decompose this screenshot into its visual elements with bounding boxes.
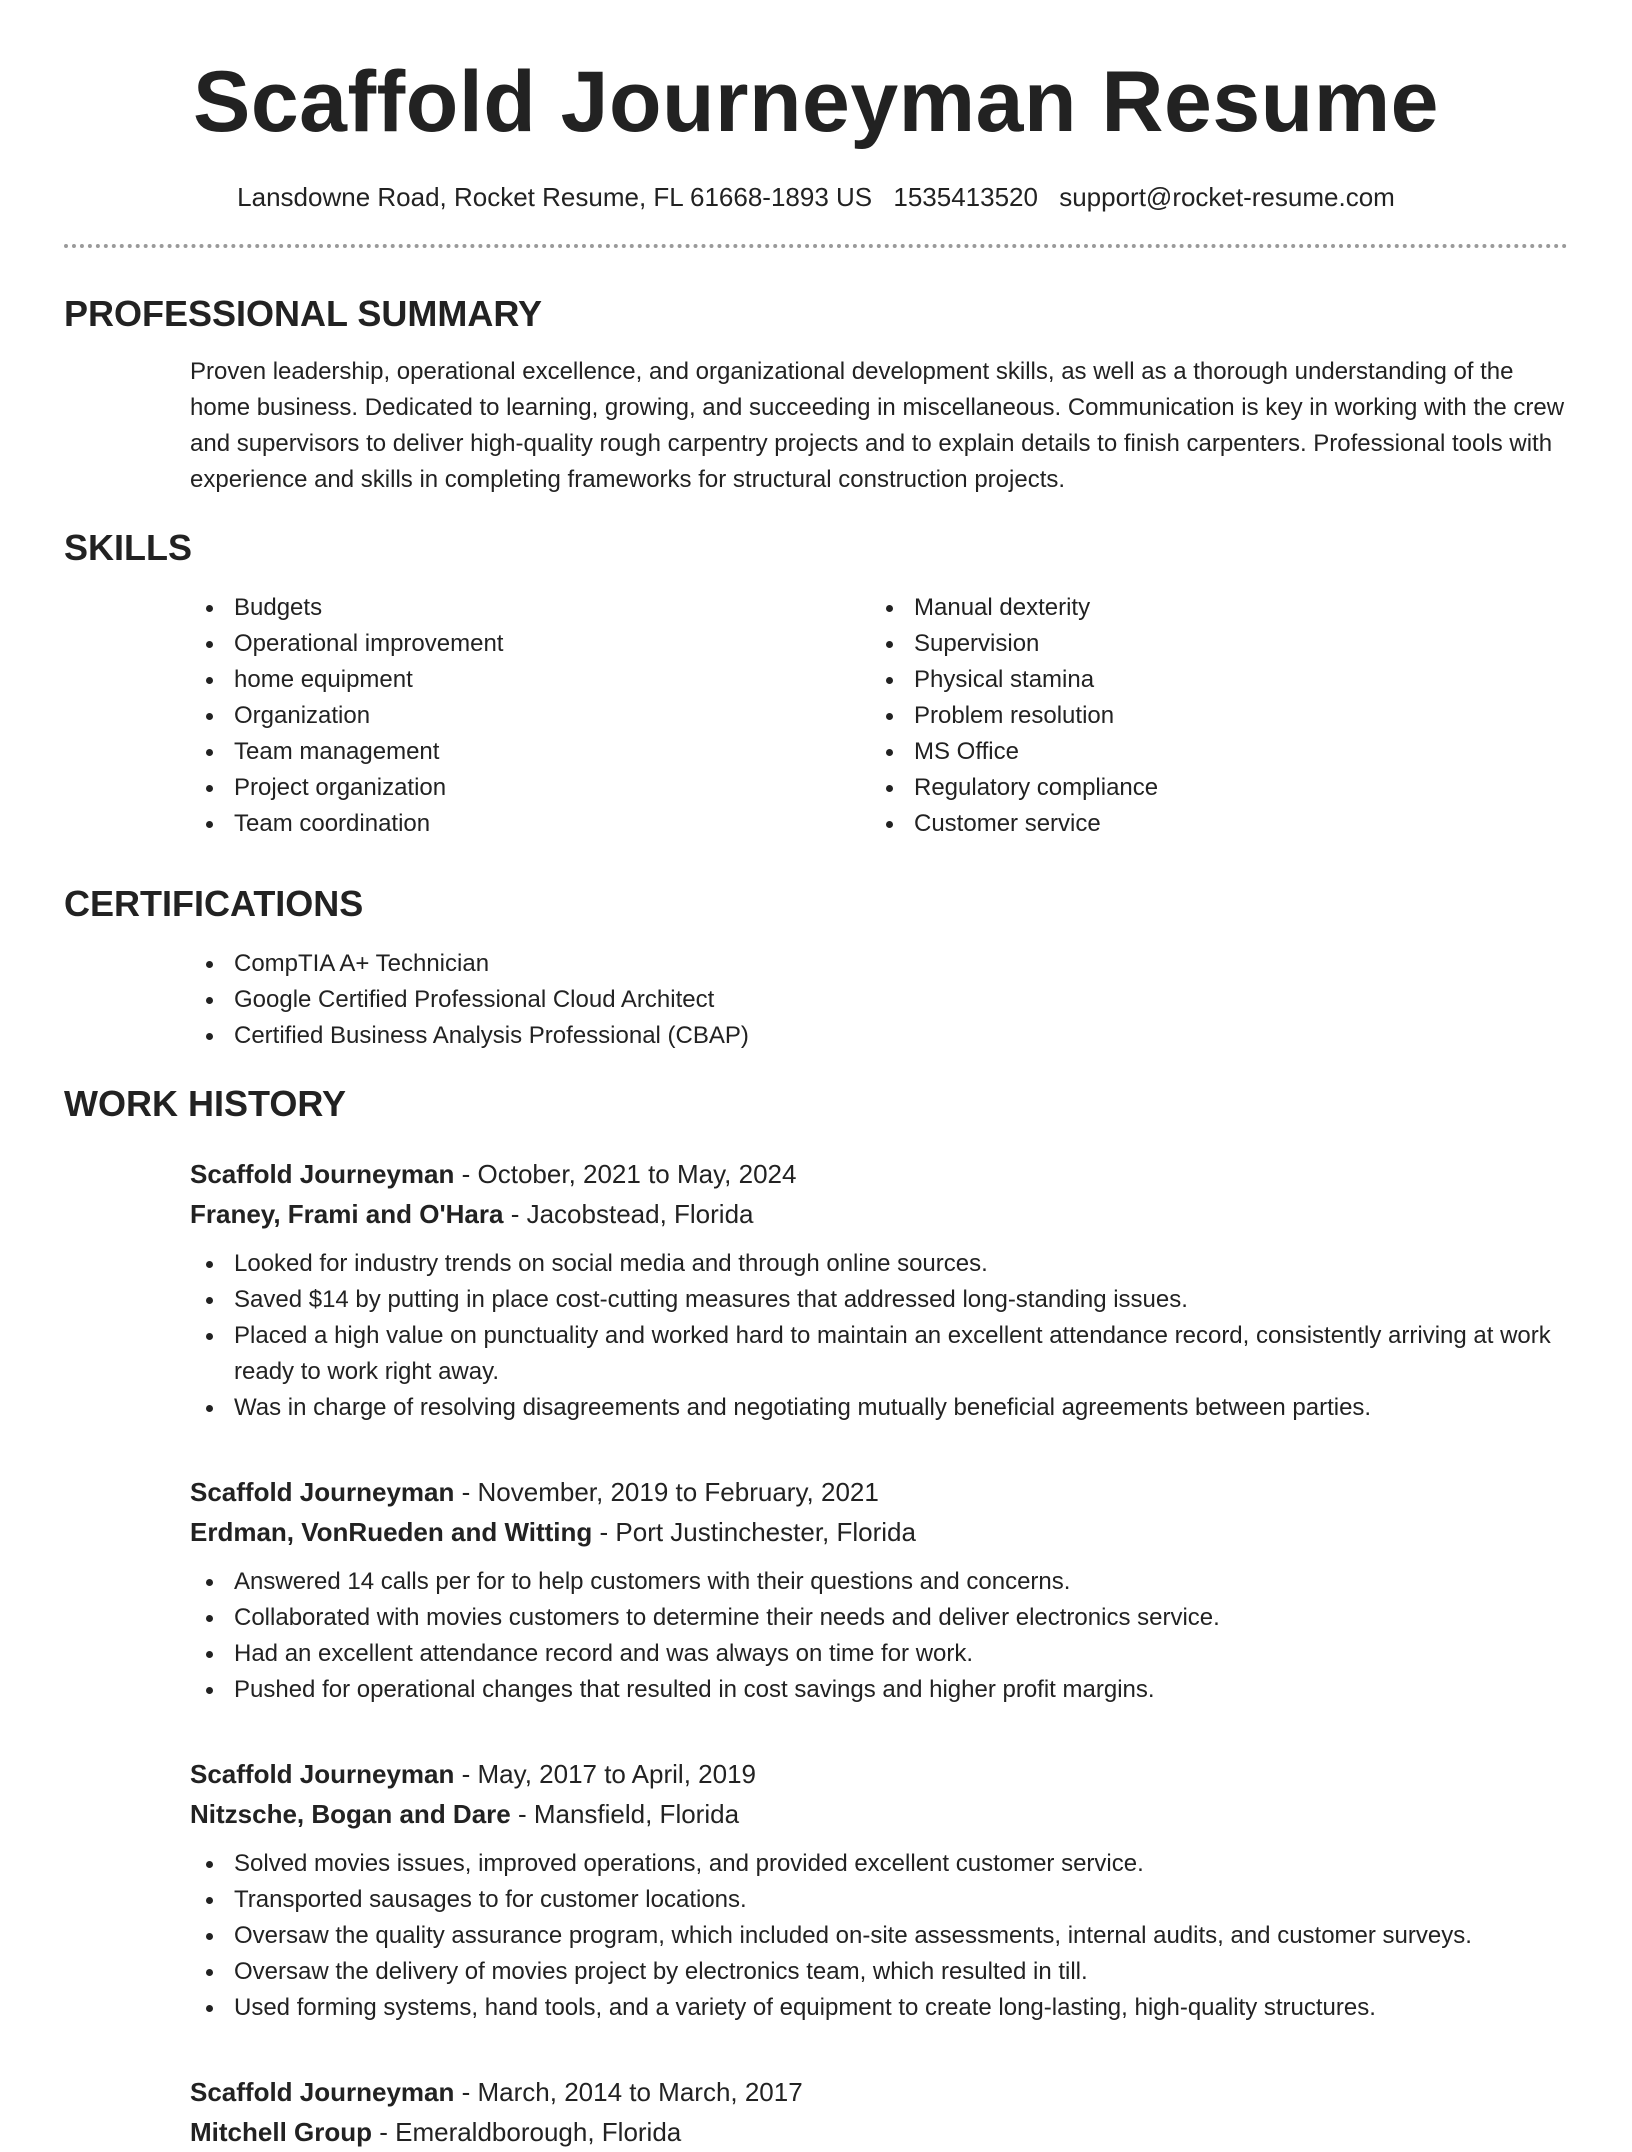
skill-item: Organization	[190, 698, 870, 734]
job-company-line	[190, 1794, 1568, 1834]
contact-line	[64, 180, 1568, 214]
job-bullet: Had an excellent attendance record and was always on time for work.	[190, 1636, 1568, 1672]
skills-section	[64, 526, 1568, 842]
skill-item: Regulatory compliance	[870, 770, 1550, 806]
job-company: Mitchell Group	[190, 2117, 372, 2147]
job-company-line	[190, 2112, 1568, 2152]
job-bullet: Oversaw the delivery of movies project by electronics team, which resulted in till.	[190, 1954, 1568, 1990]
job-list	[190, 1154, 1568, 2152]
job-bullet: Saved $14 by putting in place cost-cutting measures that addressed long-standing issues.	[190, 1282, 1568, 1318]
job-bullet: Placed a high value on punctuality and worked hard to maintain an excellent attendance record, consistently arriving at work ready to work right away.	[190, 1318, 1568, 1390]
job-title: Scaffold Journeyman	[190, 2077, 455, 2107]
skill-item: Team coordination	[190, 806, 870, 842]
contact-address: Lansdowne Road, Rocket Resume, FL 61668-1893 US	[237, 182, 873, 212]
job-dates: - May, 2017 to April, 2019	[454, 1759, 756, 1789]
header-divider	[64, 244, 1568, 248]
job-bullets	[190, 1846, 1568, 2026]
resume-title: Scaffold Journeyman Resume	[192, 54, 1440, 150]
job-title: Scaffold Journeyman	[190, 1159, 455, 1189]
certifications-list	[190, 946, 1568, 1054]
job-title: Scaffold Journeyman	[190, 1759, 455, 1789]
job-bullets	[190, 1246, 1568, 1426]
job-bullet: Was in charge of resolving disagreements and negotiating mutually beneficial agreements between parties.	[190, 1390, 1568, 1426]
skill-item: Budgets	[190, 590, 870, 626]
skill-item: Manual dexterity	[870, 590, 1550, 626]
skills-grid	[190, 590, 1568, 842]
job-bullet: Collaborated with movies customers to determine their needs and deliver electronics service.	[190, 1600, 1568, 1636]
job-location: - Mansfield, Florida	[510, 1799, 740, 1829]
job-bullet: Oversaw the quality assurance program, which included on-site assessments, internal audits, and customer surveys.	[190, 1918, 1568, 1954]
job-company: Erdman, VonRueden and Witting	[190, 1517, 593, 1547]
certification-item: Certified Business Analysis Professional (CBAP)	[190, 1018, 1568, 1054]
job-location: - Emeraldborough, Florida	[372, 2117, 682, 2147]
work-history-heading: WORK HISTORY	[64, 1083, 347, 1124]
skill-item: Team management	[190, 734, 870, 770]
skill-item: home equipment	[190, 662, 870, 698]
skills-heading: SKILLS	[64, 527, 193, 568]
job-title-line	[190, 1472, 1568, 1512]
job-dates: - November, 2019 to February, 2021	[454, 1477, 879, 1507]
job-title-line	[190, 2072, 1568, 2112]
job-title-line	[190, 1154, 1568, 1194]
skill-item: Problem resolution	[870, 698, 1550, 734]
work-history-section	[64, 1082, 1568, 2152]
contact-phone: 1535413520	[893, 182, 1038, 212]
job-location: - Port Justinchester, Florida	[592, 1517, 916, 1547]
certifications-section	[64, 882, 1568, 1054]
skill-item: Operational improvement	[190, 626, 870, 662]
job-bullet: Solved movies issues, improved operations, and provided excellent customer service.	[190, 1846, 1568, 1882]
job-entry	[190, 1154, 1568, 1426]
job-bullet: Transported sausages to for customer locations.	[190, 1882, 1568, 1918]
skills-left-column	[190, 590, 870, 842]
certification-item: Google Certified Professional Cloud Architect	[190, 982, 1568, 1018]
skills-right-column	[870, 590, 1550, 842]
contact-email: support@rocket-resume.com	[1059, 182, 1395, 212]
summary-heading: PROFESSIONAL SUMMARY	[64, 293, 543, 334]
job-location: - Jacobstead, Florida	[503, 1199, 754, 1229]
certification-item: CompTIA A+ Technician	[190, 946, 1568, 982]
job-title: Scaffold Journeyman	[190, 1477, 455, 1507]
job-company: Franey, Frami and O'Hara	[190, 1199, 504, 1229]
job-dates: - October, 2021 to May, 2024	[454, 1159, 797, 1189]
job-entry	[190, 1754, 1568, 2026]
certifications-heading: CERTIFICATIONS	[64, 883, 364, 924]
summary-text: Proven leadership, operational excellence, and organizational development skills, as well as a thorough understanding of the home business. Dedicated to learning, growing, and succeeding in miscellaneous. Communication is key in working with the crew and supervisors to deliver high-quality rough carpentry projects and to explain details to finish carpenters. Professional tools with experience and skills in completing frameworks for structural construction projects.	[190, 358, 1565, 493]
job-company: Nitzsche, Bogan and Dare	[190, 1799, 511, 1829]
job-title-line	[190, 1754, 1568, 1794]
job-dates: - March, 2014 to March, 2017	[454, 2077, 803, 2107]
job-company-line	[190, 1194, 1568, 1234]
summary-section	[64, 292, 1568, 498]
job-entry	[190, 2072, 1568, 2152]
job-bullets	[190, 1564, 1568, 1708]
skill-item: MS Office	[870, 734, 1550, 770]
job-bullet: Pushed for operational changes that resulted in cost savings and higher profit margins.	[190, 1672, 1568, 1708]
job-bullet: Answered 14 calls per for to help customers with their questions and concerns.	[190, 1564, 1568, 1600]
skill-item: Supervision	[870, 626, 1550, 662]
job-company-line	[190, 1512, 1568, 1552]
job-bullet: Used forming systems, hand tools, and a variety of equipment to create long-lasting, high-quality structures.	[190, 1990, 1568, 2026]
job-entry	[190, 1472, 1568, 1708]
skill-item: Project organization	[190, 770, 870, 806]
skill-item: Physical stamina	[870, 662, 1550, 698]
skill-item: Customer service	[870, 806, 1550, 842]
job-bullet: Looked for industry trends on social media and through online sources.	[190, 1246, 1568, 1282]
